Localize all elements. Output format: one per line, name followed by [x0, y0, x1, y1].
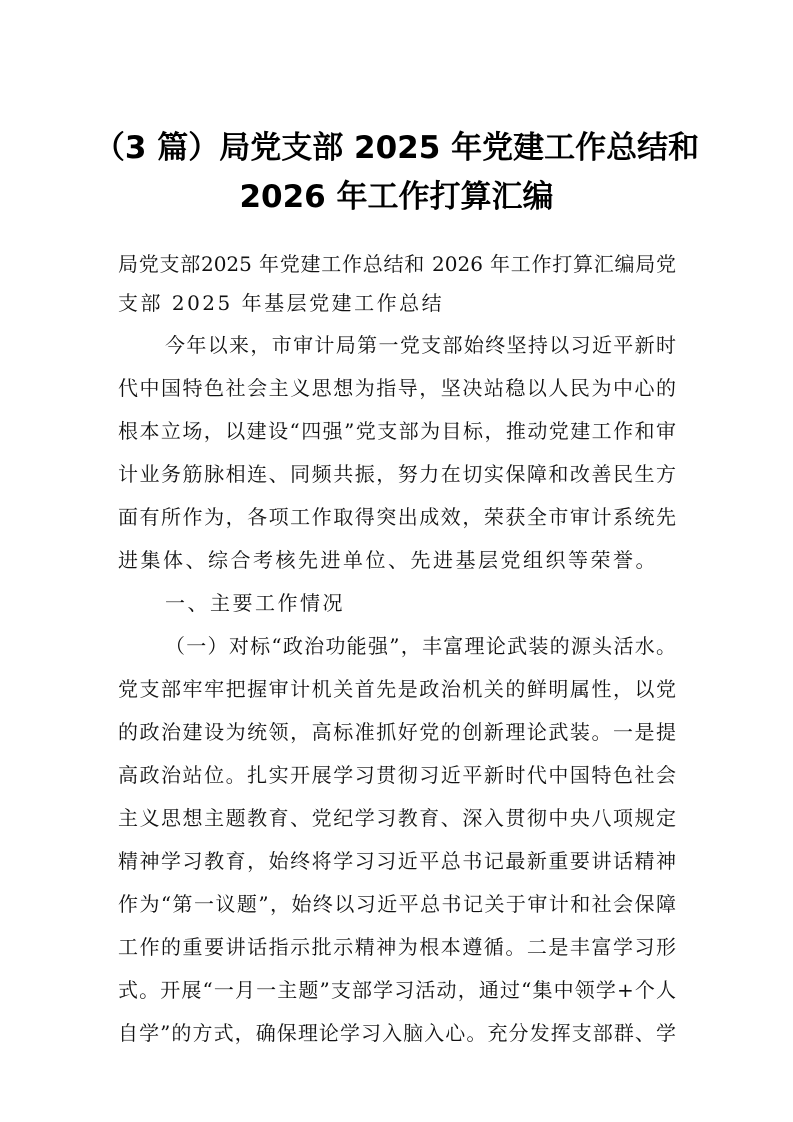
body-line: 主义思想主题教育、党纪学习教育、深入贯彻中央八项规定 — [118, 806, 676, 830]
body-line: 高政治站位。扎实开展学习贯彻习近平新时代中国特色社会 — [118, 763, 676, 787]
body-line: 代中国特色社会主义思想为指导，坚决站稳以人民为中心的 — [118, 376, 676, 400]
body-line: 自学”的方式，确保理论学习入脑入心。充分发挥支部群、学 — [118, 1021, 676, 1045]
body-line: 计业务筋脉相连、同频共振，努力在切实保障和改善民生方 — [118, 462, 676, 486]
body-line: 面有所作为，各项工作取得突出成效，荣获全市审计系统先 — [118, 505, 676, 529]
body-line: 工作的重要讲话指示批示精神为根本遵循。二是丰富学习形 — [118, 935, 676, 959]
body-line: 局党支部2025 年党建工作总结和 2026 年工作打算汇编局党 — [118, 252, 676, 276]
body-line: 精神学习教育，始终将学习习近平总书记最新重要讲话精神 — [118, 849, 676, 873]
body-line: 的政治建设为统领，高标准抓好党的创新理论武装。一是提 — [118, 720, 676, 744]
body-line: 进集体、综合考核先进单位、先进基层党组织等荣誉。 — [118, 548, 658, 572]
body-line: 根本立场，以建设“四强”党支部为目标，推动党建工作和审 — [118, 419, 676, 443]
body-line: 今年以来，市审计局第一党支部始终坚持以习近平新时 — [165, 333, 676, 357]
body-line: 支部 2025 年基层党建工作总结 — [118, 291, 445, 315]
body-line: 党支部牢牢把握审计机关首先是政治机关的鲜明属性，以党 — [118, 677, 676, 701]
body-line: 作为“第一议题”，始终以习近平总书记关于审计和社会保障 — [118, 892, 676, 916]
section-heading: 一、主要工作情况 — [165, 591, 345, 615]
body-line: 式。开展“一月一主题”支部学习活动，通过“集中领学+个人 — [118, 978, 676, 1002]
subsection-heading: （一）对标“政治功能强”，丰富理论武装的源头活水。 — [165, 634, 676, 658]
document-title-line-1: （3 篇）局党支部 2025 年党建工作总结和 — [93, 130, 700, 166]
document-title-line-2: 2026 年工作打算汇编 — [239, 179, 554, 215]
